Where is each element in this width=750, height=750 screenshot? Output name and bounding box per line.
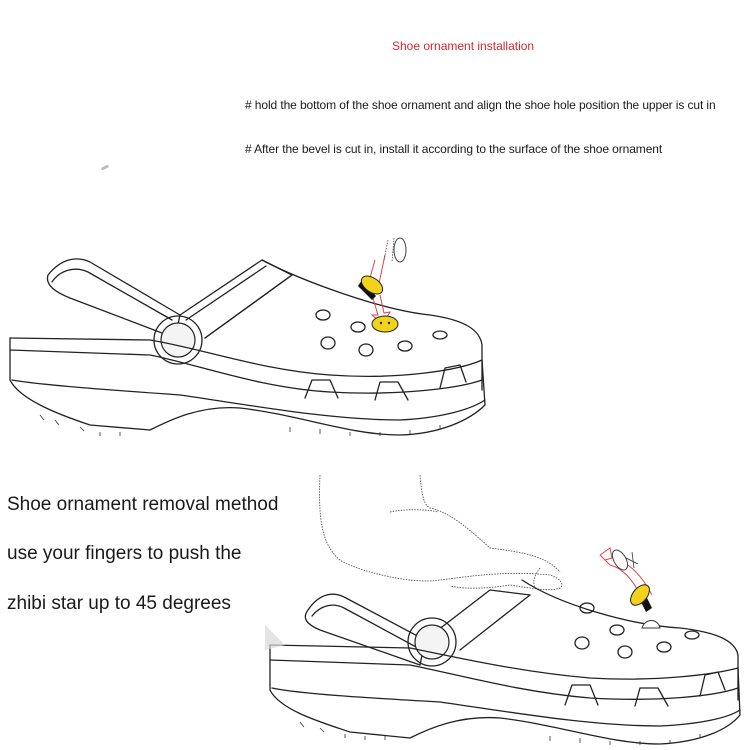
charm-install-icon: [358, 238, 406, 332]
clog-outline-icon: [10, 259, 485, 436]
stray-mark: [101, 164, 110, 170]
removal-heading: Shoe ornament removal method: [7, 494, 279, 515]
clog-install-illustration: [0, 220, 500, 450]
removal-line-2: zhibi star up to 45 degrees: [7, 593, 231, 614]
hand-icon: [320, 475, 562, 590]
installation-step-1: # hold the bottom of the shoe ornament and align the shoe hole position the upper is cut in: [245, 98, 716, 112]
removal-line-1: use your fingers to push the: [7, 543, 242, 564]
clog-outline-icon: [270, 580, 740, 745]
charm-removal-icon: [600, 547, 653, 612]
installation-title: Shoe ornament installation: [392, 39, 535, 53]
clog-removal-illustration: [260, 460, 750, 750]
installation-step-2: # After the bevel is cut in, install it according to the surface of the shoe ornament: [245, 142, 663, 156]
